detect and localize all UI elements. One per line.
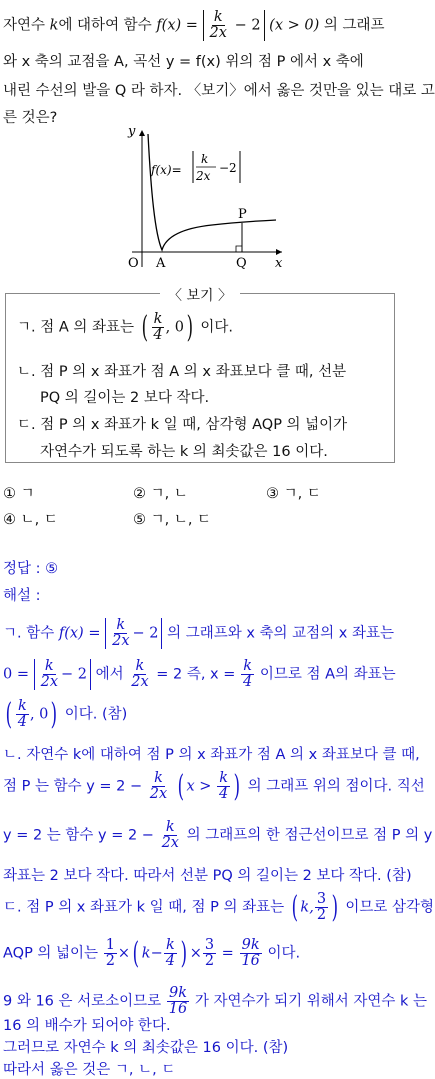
problem-line-1 — [3, 10, 385, 41]
x-axis-label: x — [275, 256, 283, 271]
math-minus-2: − 2 — [234, 17, 261, 34]
sol-text: 의 그래프와 x 축의 교점의 x 좌표는 — [167, 625, 395, 642]
problem-line-2: 와 x 축의 교점을 A, 곡선 y = f(x) 위의 점 P 에서 x 축에 — [3, 54, 364, 70]
solution-line-11: 16 의 배수가 되어야 한다. — [3, 1018, 171, 1034]
math-zero-eq: 0 = — [3, 666, 29, 683]
solution-line-3 — [3, 696, 128, 732]
bogi-item-2 — [17, 360, 346, 381]
choice-text: ㄱ — [20, 486, 35, 502]
choice-number: ① — [3, 486, 16, 502]
fraction-k-2x — [110, 618, 131, 649]
coordinate-tail: , 0 — [29, 706, 49, 723]
math-times: × — [117, 945, 131, 962]
sol-text: 이므로 점 A의 좌표는 — [259, 666, 396, 683]
right-angle-mark — [236, 246, 242, 252]
frac-num: k — [213, 9, 223, 25]
frac-den: 2x — [112, 633, 130, 650]
item-text: 이다. — [200, 319, 233, 336]
solution-line-13: 따라서 옳은 것은 ㄱ, ㄴ, ㄷ — [3, 1062, 176, 1078]
math-k-comma: k, — [300, 899, 314, 916]
solution-line-12: 그러므로 자연수 k 의 최솟값은 16 이다. (참) — [3, 1040, 289, 1056]
bogi-item-3-cont — [40, 440, 328, 461]
choice-1[interactable] — [3, 482, 35, 503]
frac-den: 16 — [168, 1001, 188, 1018]
paren-left: ( — [141, 309, 148, 345]
abs-expression — [105, 618, 162, 649]
choice-4[interactable] — [3, 508, 58, 529]
curve — [148, 134, 276, 250]
math-times: × — [189, 945, 202, 962]
frac-den: 4 — [153, 327, 163, 344]
frac-num: k — [165, 819, 175, 835]
sol-text: 이므로 삼각형 — [345, 899, 435, 916]
fraction-k-2x — [208, 10, 229, 41]
frac-den: 2 — [316, 907, 327, 924]
frac-den: 2x — [161, 835, 179, 852]
choice-number: ④ — [3, 512, 16, 528]
solution-line-6 — [3, 820, 432, 851]
frac-num: 3 — [316, 891, 327, 907]
solution-label: 해설 : — [3, 588, 41, 604]
sol-text: 이다. — [267, 945, 301, 962]
choice-text: ㄴ, ㄷ — [20, 512, 58, 528]
frac-num: k — [17, 698, 27, 714]
problem-text: 자연수 — [3, 17, 46, 34]
abs-expression — [203, 10, 265, 41]
sol-text: ㄱ. 함수 — [3, 625, 55, 642]
point-a-label: A — [156, 256, 166, 271]
item-text: 점 P 의 x 좌표가 k 일 때, 삼각형 AQP 의 넓이가 — [40, 417, 348, 433]
item-text: 점 P 의 x 좌표가 점 A 의 x 좌표보다 클 때, 선분 — [40, 364, 347, 380]
x-axis-arrow — [276, 249, 282, 255]
function-graph — [112, 122, 288, 270]
solution-line-8 — [3, 889, 435, 925]
choice-number: ③ — [266, 486, 279, 502]
choice-number: ② — [133, 486, 146, 502]
item-text: 자연수가 되도록 하는 k 의 최솟값은 16 이다. — [40, 444, 328, 460]
paren-right: ) — [233, 768, 241, 804]
bogi-item-1 — [17, 309, 233, 345]
point-p-label: P — [238, 207, 247, 222]
fraction-3-2 — [315, 892, 328, 923]
frac-num: k — [116, 617, 126, 633]
frac-num: 9k — [169, 985, 188, 1001]
sol-text: 에서 — [95, 666, 124, 683]
sol-text: 9 와 16 은 서로소이므로 — [3, 993, 162, 1010]
paren-right: ) — [331, 889, 339, 925]
math-k: k — [49, 17, 59, 34]
paren-right: ) — [180, 935, 188, 971]
math-x-gt: x > — [186, 778, 212, 795]
fraction-k-4 — [164, 938, 177, 969]
problem-text: 에 대하여 함수 — [58, 17, 152, 34]
frac-den: 2x — [149, 786, 168, 803]
frac-den: 4 — [243, 674, 253, 691]
math-k-minus: k− — [141, 945, 163, 962]
choice-5[interactable] — [133, 508, 211, 529]
frac-den: 4 — [219, 786, 229, 803]
origin-label: O — [128, 256, 139, 271]
fraction-k-2x — [129, 659, 150, 690]
fraction-k-4 — [241, 659, 254, 690]
frac-num: k — [219, 770, 229, 786]
solution-line-2 — [3, 659, 396, 690]
curve-label-minus: −2 — [219, 161, 237, 175]
solution-line-4: ㄴ. 자연수 k에 대하여 점 P 의 x 좌표가 점 A 의 x 좌표보다 클 때, — [3, 747, 420, 763]
frac-num: k — [165, 937, 175, 953]
frac-den: 4 — [165, 953, 175, 970]
sol-text: 의 그래프 위의 점이다. 직선 — [247, 778, 425, 795]
choice-text: ㄱ, ㄴ, ㄷ — [150, 512, 212, 528]
fraction-3-2 — [203, 938, 216, 969]
abs-expression — [34, 659, 91, 690]
sol-text: 점 P 는 함수 y = 2 − — [3, 778, 143, 795]
frac-den: 2x — [131, 674, 149, 691]
paren-left: ( — [291, 889, 298, 925]
math-equals: = — [217, 945, 239, 962]
paren-left: ( — [132, 935, 140, 971]
solution-line-5 — [3, 768, 425, 804]
y-axis-arrow — [139, 130, 145, 136]
choice-number: ⑤ — [133, 512, 146, 528]
math-minus-2: − 2 — [61, 666, 87, 683]
frac-num: k — [243, 658, 253, 674]
answer-label: 정답 : ⑤ — [3, 561, 59, 577]
fraction-1-2 — [104, 938, 117, 969]
paren-left: ( — [177, 768, 184, 804]
frac-num: k — [154, 770, 163, 786]
paren-right: ) — [51, 696, 58, 732]
frac-den: 16 — [241, 953, 260, 970]
math-minus-2: − 2 — [132, 625, 159, 642]
problem-line-4: 른 것은? — [3, 110, 58, 126]
bogi-item-2-cont — [40, 386, 209, 407]
coordinate-tail: , 0 — [165, 319, 185, 336]
point-q-label: Q — [236, 256, 247, 271]
math-fx: f(x) = — [156, 17, 198, 34]
solution-line-10 — [3, 986, 427, 1017]
frac-den: 4 — [17, 714, 27, 731]
item-mark: ㄴ. — [17, 364, 36, 380]
fraction-k-4 — [16, 699, 29, 730]
frac-num: k — [44, 658, 54, 674]
frac-den: 2 — [204, 953, 215, 970]
item-text: 점 A 의 좌표는 — [40, 319, 135, 336]
fraction-9k-16 — [239, 938, 261, 969]
sol-text: = 2 즉, x = — [156, 666, 236, 683]
item-mark: ㄷ. — [17, 417, 36, 433]
choice-3[interactable] — [266, 482, 321, 503]
curve-label-num: k — [201, 152, 209, 166]
bogi-title: 〈 보기 〉 — [160, 285, 240, 305]
choice-2[interactable] — [133, 482, 188, 503]
fraction-k-2x — [160, 820, 181, 851]
frac-den: 2 — [105, 953, 115, 970]
choice-text: ㄱ, ㄷ — [283, 486, 321, 502]
problem-line-3: 내린 수선의 발을 Q 라 하자. 〈보기〉에서 옳은 것만을 있는 대로 고 — [3, 83, 435, 99]
frac-num: k — [153, 311, 163, 327]
fraction-9k-16 — [167, 986, 189, 1017]
frac-num: k — [135, 658, 145, 674]
fraction-k-4 — [217, 771, 230, 802]
frac-den: 2x — [209, 25, 227, 42]
math-domain: (x > 0) — [269, 17, 320, 34]
problem-text: 의 그래프 — [323, 17, 385, 34]
frac-num: 9k — [241, 937, 260, 953]
sol-text: 가 자연수가 되기 위해서 자연수 k 는 — [194, 993, 427, 1010]
sol-text: y = 2 는 함수 y = 2 − — [3, 827, 154, 844]
solution-line-7: 좌표는 2 보다 작다. 따라서 선분 PQ 의 길이는 2 보다 작다. (참) — [3, 868, 412, 884]
sol-text: 의 그래프의 한 점근선이므로 점 P 의 y — [186, 827, 433, 844]
frac-num: 3 — [204, 937, 215, 953]
bogi-item-3 — [17, 413, 347, 434]
item-text: PQ 의 길이는 2 보다 작다. — [40, 390, 210, 406]
fraction-k-2x — [39, 659, 60, 690]
sol-text: 이다. (참) — [64, 706, 128, 723]
sol-text: ㄷ. 점 P 의 x 좌표가 k 일 때, 점 P 의 좌표는 — [3, 899, 285, 916]
fraction-k-2x — [148, 771, 169, 802]
curve-label-den: 2x — [196, 169, 211, 183]
sol-text: AQP 의 넓이는 — [3, 945, 99, 962]
math-fx: f(x) = — [58, 625, 101, 642]
fraction-k-4 — [151, 312, 164, 343]
paren-left: ( — [5, 696, 13, 732]
y-axis-label: y — [128, 124, 136, 139]
frac-den: 2x — [40, 674, 58, 691]
solution-line-1 — [3, 618, 394, 649]
choice-text: ㄱ, ㄴ — [150, 486, 188, 502]
curve-label-fx: f(x)= — [151, 163, 182, 177]
paren-right: ) — [186, 309, 194, 345]
item-mark: ㄱ. — [17, 319, 36, 336]
solution-line-9 — [3, 935, 301, 971]
frac-num: 1 — [105, 937, 115, 953]
